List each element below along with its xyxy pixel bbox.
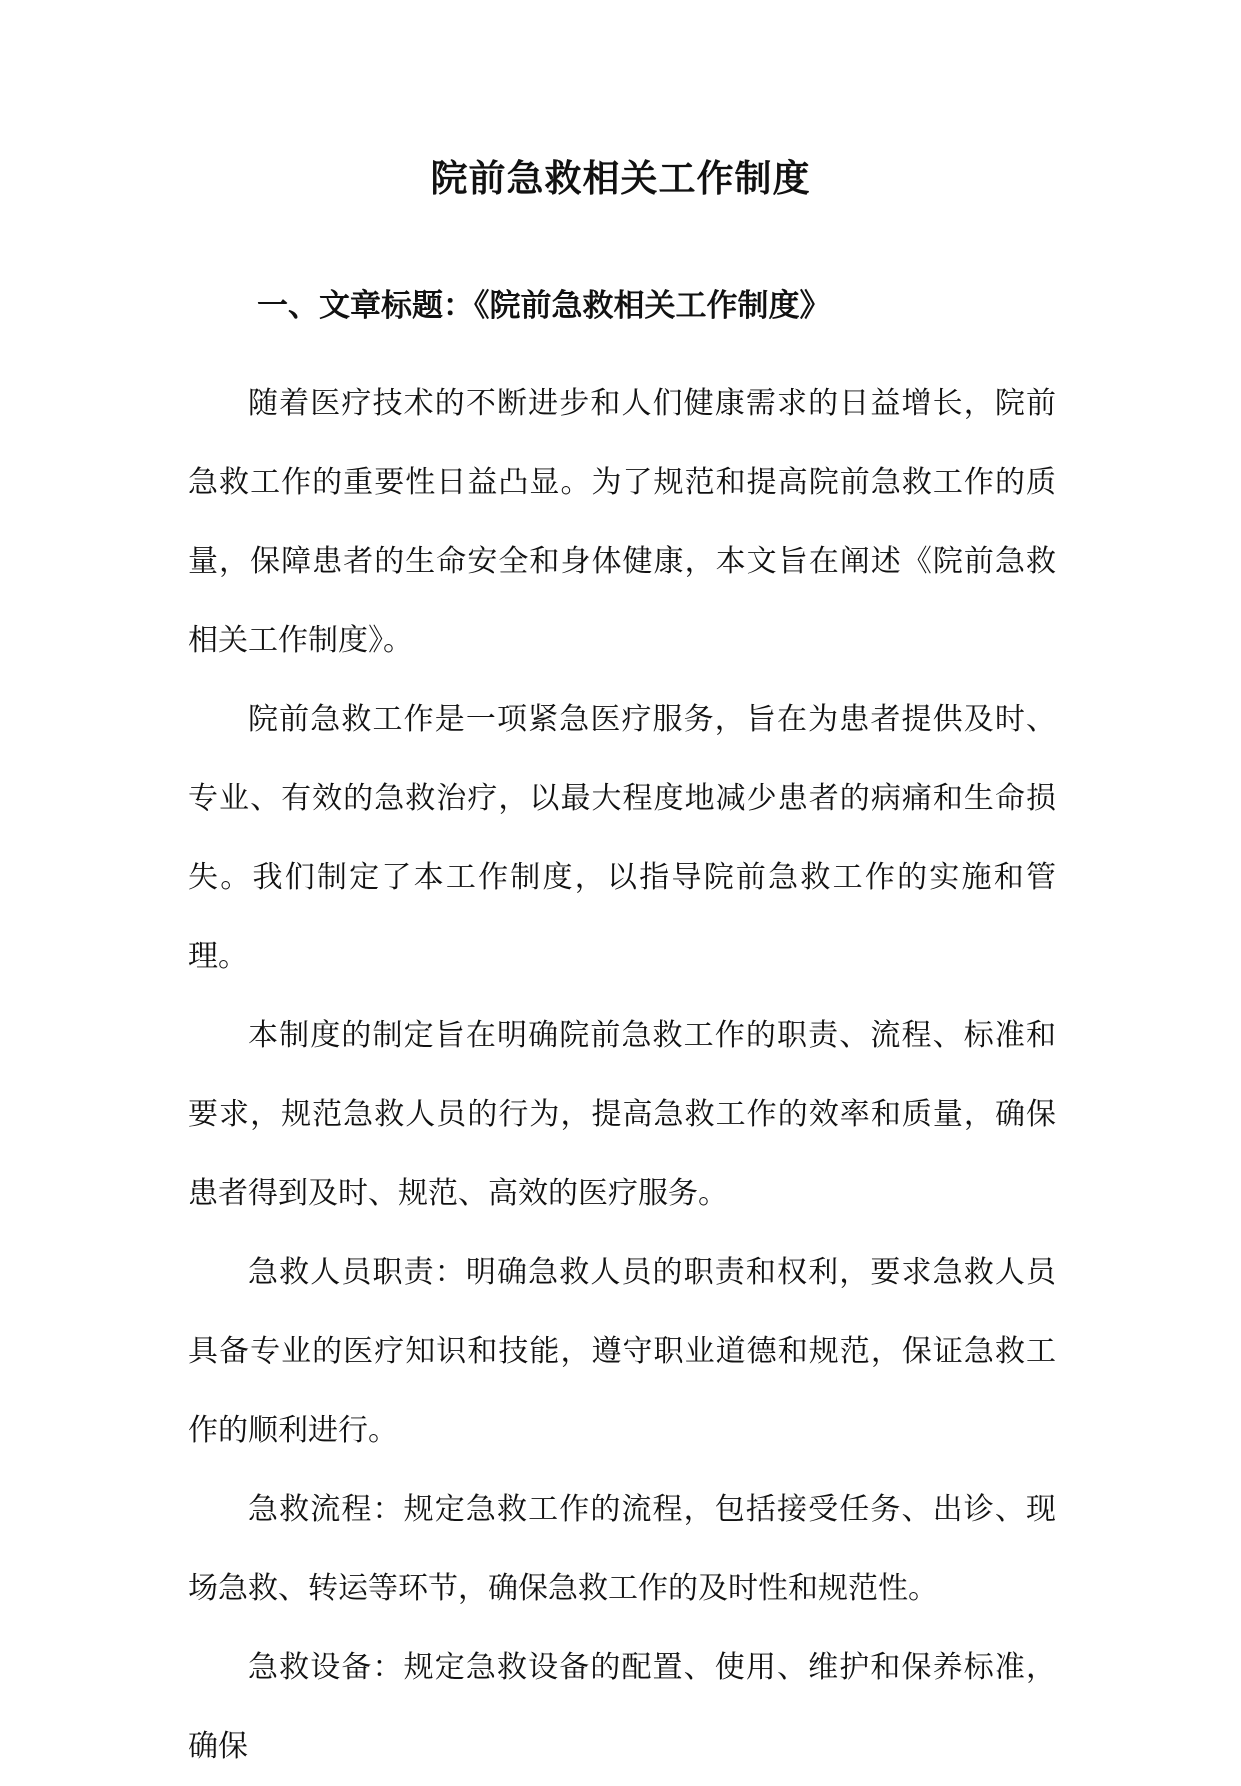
paragraph-overview: 院前急救工作是一项紧急医疗服务，旨在为患者提供及时、专业、有效的急救治疗，以最大程度地减少患者的病痛和生命损失。我们制定了本工作制度，以指导院前急救工作的实施和管理。 [188,702,1056,974]
document-body [188,364,1056,1786]
section-heading: 一、文章标题：《院前急救相关工作制度》 [257,288,831,324]
paragraph-intro: 随着医疗技术的不断进步和人们健康需求的日益增长，院前急救工作的重要性日益凸显。为了规范和提高院前急救工作的质量，保障患者的生命安全和身体健康，本文旨在阐述《院前急救相关工作制度》。 [188,386,1056,658]
paragraph-procedure: 急救流程：规定急救工作的流程，包括接受任务、出诊、现场急救、转运等环节，确保急救工作的及时性和规范性。 [188,1492,1056,1606]
document-title: 院前急救相关工作制度 [430,156,811,200]
paragraph-equipment: 急救设备：规定急救设备的配置、使用、维护和保养标准，确保 [188,1650,1056,1764]
paragraph-staff-duties: 急救人员职责：明确急救人员的职责和权利，要求急救人员具备专业的医疗知识和技能，遵守职业道德和规范，保证急救工作的顺利进行。 [188,1255,1056,1448]
paragraph-purpose: 本制度的制定旨在明确院前急救工作的职责、流程、标准和要求，规范急救人员的行为，提高急救工作的效率和质量，确保患者得到及时、规范、高效的医疗服务。 [188,1018,1056,1211]
